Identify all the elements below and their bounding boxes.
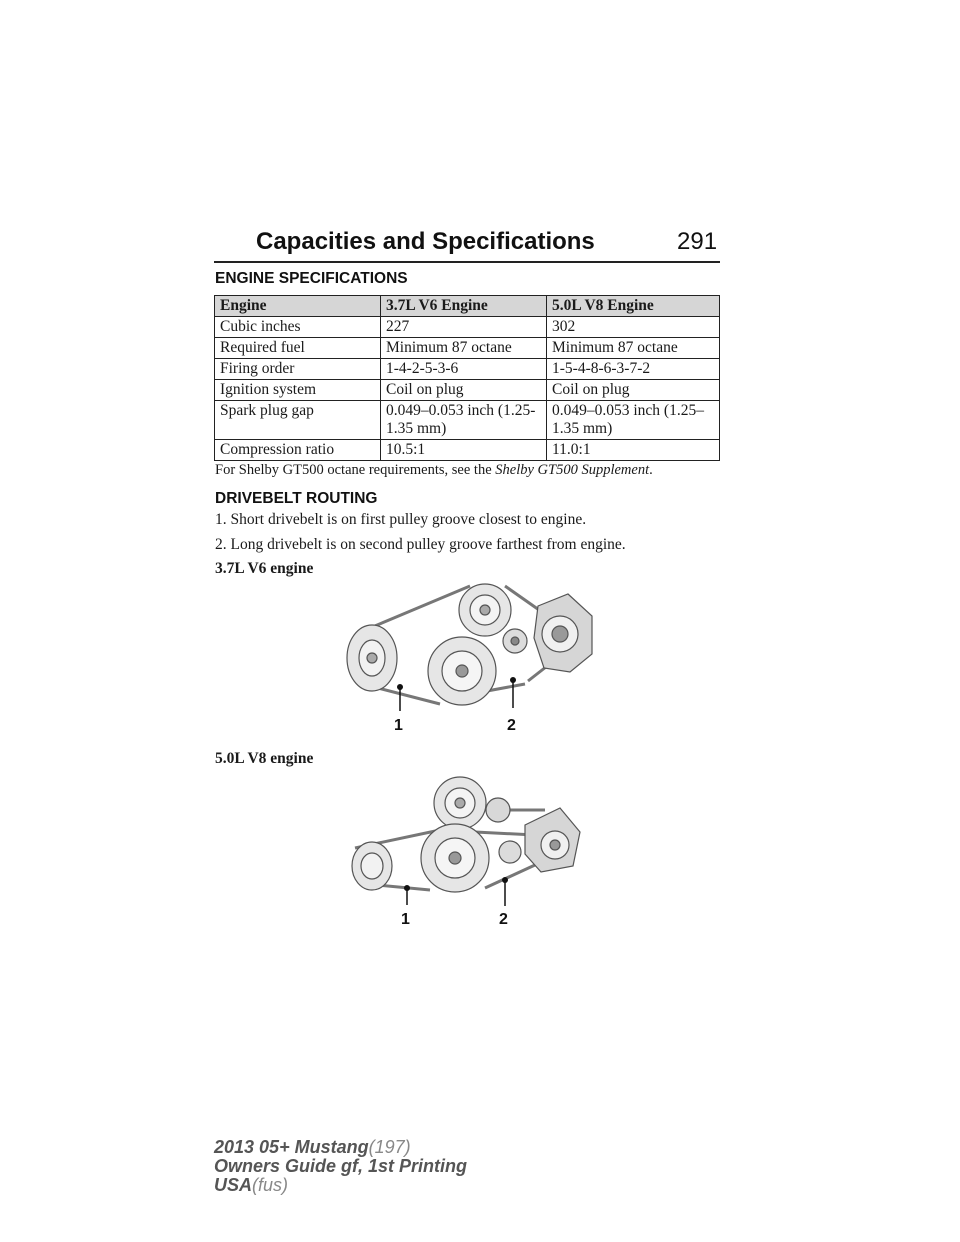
alternator-pulley-center bbox=[480, 605, 490, 615]
footer-line-2 bbox=[214, 1157, 467, 1176]
callout-2-label: 2 bbox=[499, 911, 508, 928]
drivebelt-item-1: 1. Short drivebelt is on first pulley groove closest to engine. bbox=[215, 511, 587, 528]
table-cell: 0.049–0.053 inch (1.25-1.35 mm) bbox=[381, 401, 547, 440]
header-divider bbox=[214, 261, 720, 263]
footer-market-code: (fus) bbox=[252, 1175, 289, 1195]
footer-model: 2013 05+ Mustang bbox=[214, 1137, 369, 1157]
table-cell: 1-5-4-8-6-3-7-2 bbox=[547, 359, 720, 380]
column-header: 3.7L V6 Engine bbox=[381, 296, 547, 317]
v6-engine-label: 3.7L V6 engine bbox=[215, 560, 314, 577]
crank-pulley-center bbox=[449, 852, 461, 864]
left-pulley-center bbox=[367, 653, 377, 663]
table-cell: 11.0:1 bbox=[547, 440, 720, 461]
table-header-row bbox=[215, 296, 720, 317]
column-header: 5.0L V8 Engine bbox=[547, 296, 720, 317]
engine-spec-table bbox=[214, 295, 720, 461]
table-row bbox=[215, 338, 720, 359]
table-row bbox=[215, 401, 720, 440]
crank-pulley-center bbox=[456, 665, 468, 677]
page-header-title: Capacities and Specifications bbox=[256, 228, 595, 255]
table-cell: Minimum 87 octane bbox=[547, 338, 720, 359]
footer-code: (197) bbox=[368, 1137, 411, 1157]
idler-pulley bbox=[499, 841, 521, 863]
table-cell: Cubic inches bbox=[215, 317, 381, 338]
table-row bbox=[215, 440, 720, 461]
table-cell: Spark plug gap bbox=[215, 401, 381, 440]
print-footer bbox=[214, 1138, 467, 1195]
drivebelt-routing-heading: DRIVEBELT ROUTING bbox=[215, 490, 378, 507]
footer-line-3 bbox=[214, 1176, 467, 1195]
table-cell: Compression ratio bbox=[215, 440, 381, 461]
small-idler-pulley bbox=[486, 798, 510, 822]
table-cell: Coil on plug bbox=[547, 380, 720, 401]
callout-2-label: 2 bbox=[507, 717, 516, 734]
callout-1-dot bbox=[404, 885, 410, 891]
footer-market: USA bbox=[214, 1175, 253, 1195]
table-cell: 227 bbox=[381, 317, 547, 338]
callout-1-dot bbox=[397, 684, 403, 690]
table-cell: 1-4-2-5-3-6 bbox=[381, 359, 547, 380]
shelby-supplement-ref: Shelby GT500 Supplement bbox=[495, 462, 650, 478]
column-header: Engine bbox=[215, 296, 381, 317]
v8-drivebelt-diagram bbox=[345, 770, 595, 936]
callout-2-dot bbox=[502, 877, 508, 883]
engine-specifications-heading: ENGINE SPECIFICATIONS bbox=[215, 270, 408, 287]
callout-1-label: 1 bbox=[394, 717, 403, 734]
table-cell: 0.049–0.053 inch (1.25–1.35 mm) bbox=[547, 401, 720, 440]
page-number: 291 bbox=[677, 228, 718, 255]
tensioner-pulley-center bbox=[550, 840, 560, 850]
table-cell: Ignition system bbox=[215, 380, 381, 401]
alternator-pulley-center bbox=[455, 798, 465, 808]
callout-2-dot bbox=[510, 677, 516, 683]
pump-pulley-center bbox=[552, 626, 568, 642]
v6-drivebelt-diagram bbox=[330, 576, 610, 742]
drivebelt-item-2: 2. Long drivebelt is on second pulley groove farthest from engine. bbox=[215, 536, 626, 553]
footer-guide: Owners Guide gf, 1st Printing bbox=[214, 1156, 468, 1176]
shelby-note bbox=[215, 460, 653, 480]
idler-pulley-center bbox=[511, 637, 519, 645]
left-pulley-hub bbox=[361, 853, 383, 879]
v8-engine-label: 5.0L V8 engine bbox=[215, 750, 314, 767]
table-cell: Minimum 87 octane bbox=[381, 338, 547, 359]
table-cell: Required fuel bbox=[215, 338, 381, 359]
shelby-note-text: For Shelby GT500 octane requirements, see the bbox=[215, 462, 492, 478]
table-cell: 10.5:1 bbox=[381, 440, 547, 461]
table-row bbox=[215, 359, 720, 380]
table-cell: 302 bbox=[547, 317, 720, 338]
table-cell: Coil on plug bbox=[381, 380, 547, 401]
table-row bbox=[215, 380, 720, 401]
table-cell: Firing order bbox=[215, 359, 381, 380]
callout-1-label: 1 bbox=[401, 911, 410, 928]
table-row bbox=[215, 317, 720, 338]
footer-line-1 bbox=[214, 1138, 467, 1157]
note-period: . bbox=[649, 462, 653, 478]
